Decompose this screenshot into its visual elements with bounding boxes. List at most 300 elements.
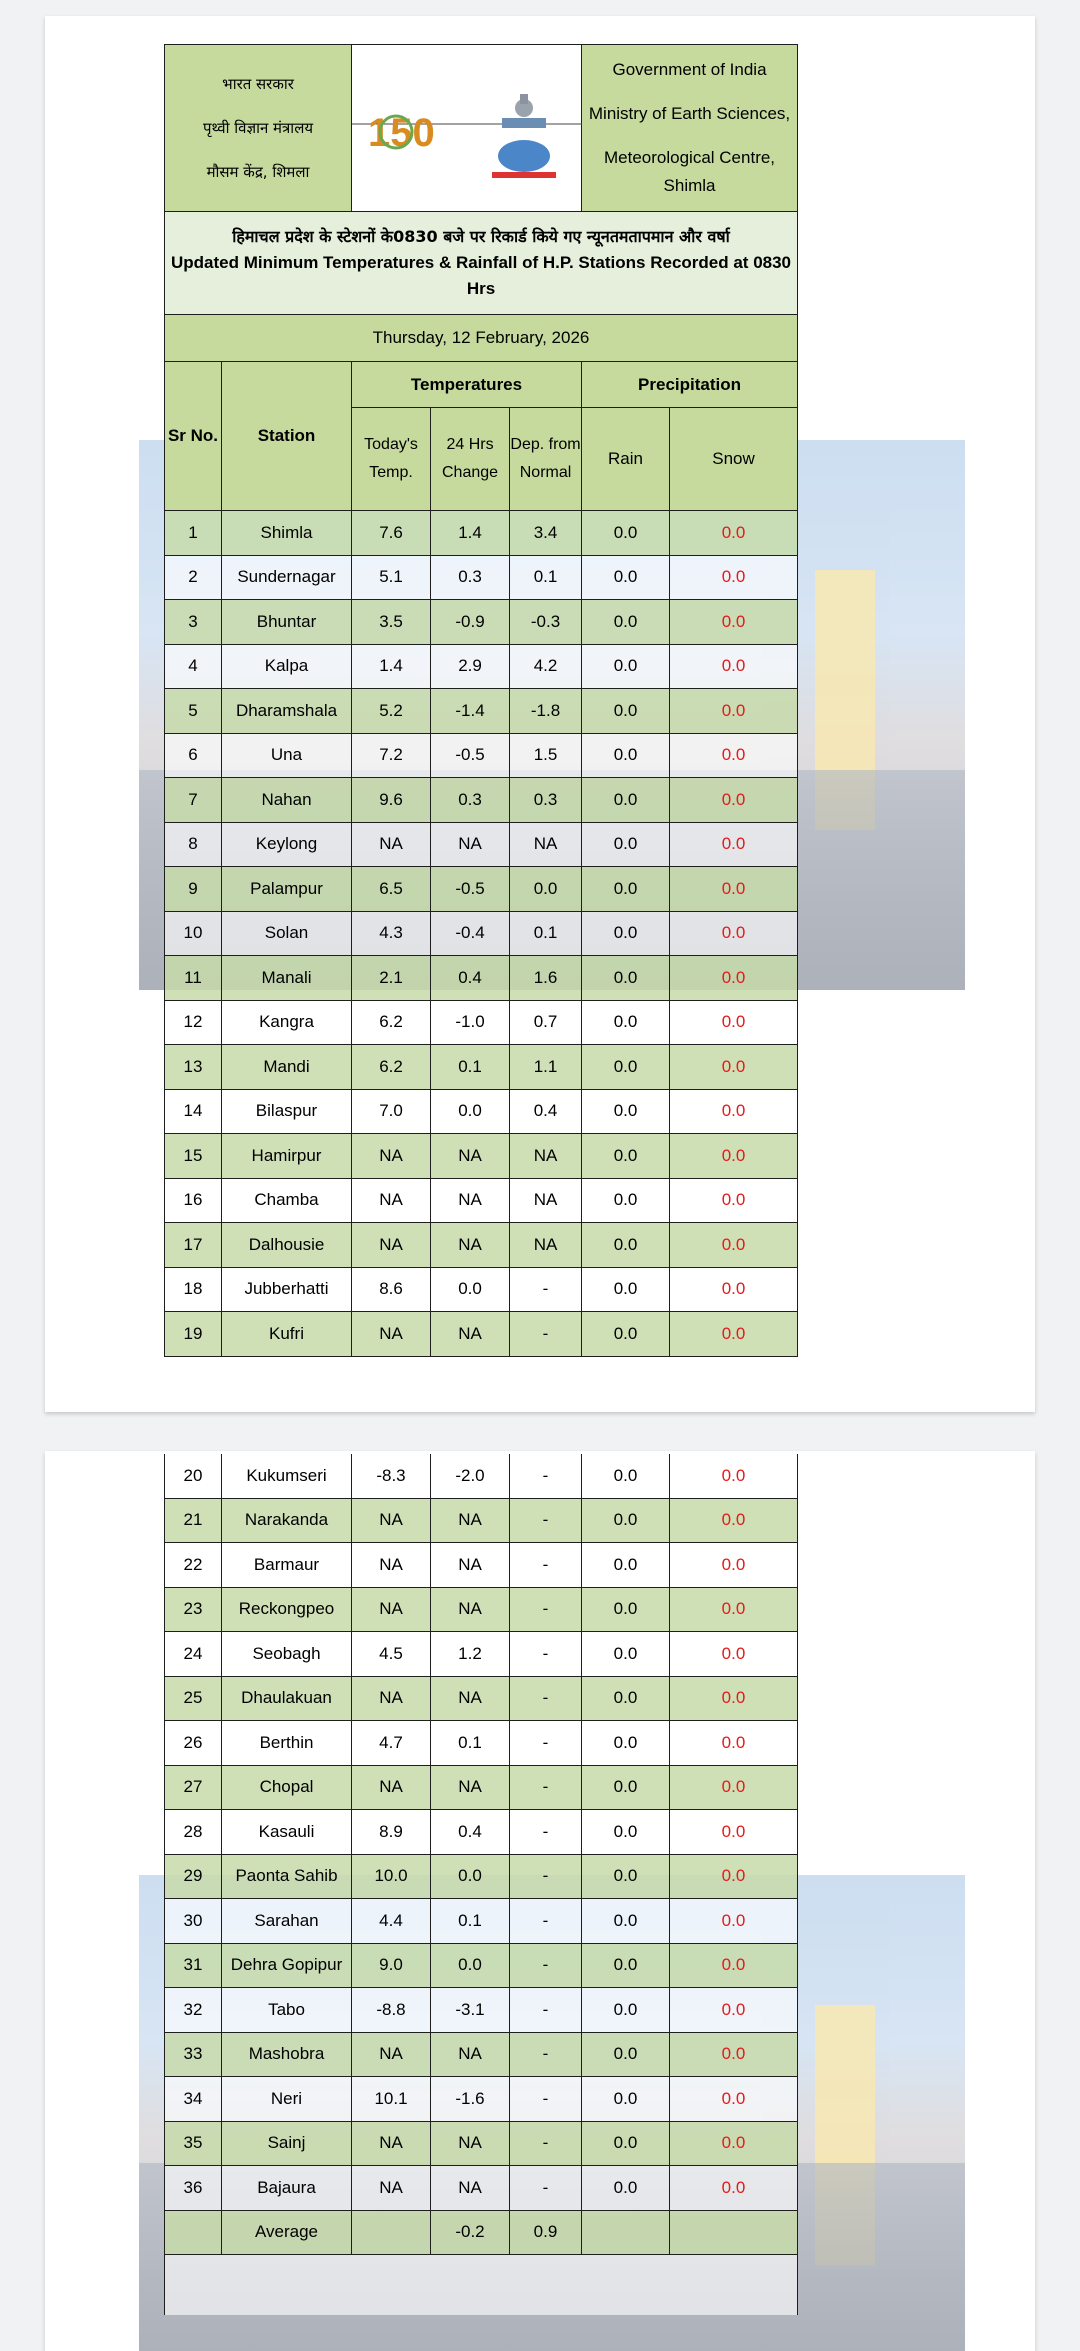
cell-dep-normal: - [510, 1676, 582, 1721]
cell-sr-no: 33 [165, 2032, 222, 2077]
cell-todays-temp: 9.0 [352, 1943, 431, 1988]
average-temp [352, 2210, 431, 2255]
cell-dep-normal: NA [510, 822, 582, 867]
cell-rain: 0.0 [582, 1765, 670, 1810]
cell-snow: 0.0 [670, 2121, 798, 2166]
cell-sr-no: 24 [165, 1632, 222, 1677]
cell-dep-normal: NA [510, 1223, 582, 1268]
cell-dep-normal: 4.2 [510, 644, 582, 689]
cell-station: Shimla [222, 511, 352, 556]
cell-dep-normal: 0.1 [510, 555, 582, 600]
col-rain: Rain [582, 408, 670, 511]
table-row [165, 1632, 798, 1677]
table-row [165, 1089, 798, 1134]
cell-rain: 0.0 [582, 1899, 670, 1944]
cell-change-24hrs: -0.5 [431, 733, 510, 778]
cell-sr-no: 20 [165, 1454, 222, 1498]
cell-sr-no: 19 [165, 1312, 222, 1357]
cell-change-24hrs: 0.0 [431, 1089, 510, 1134]
cell-todays-temp: 2.1 [352, 956, 431, 1001]
cell-todays-temp: 5.2 [352, 689, 431, 734]
cell-station: Chamba [222, 1178, 352, 1223]
imd-150-logo: 150 [368, 110, 435, 155]
cell-change-24hrs: -0.9 [431, 600, 510, 645]
imd-banner-icon [492, 172, 556, 178]
cell-change-24hrs: 0.0 [431, 1943, 510, 1988]
cell-change-24hrs: NA [431, 2121, 510, 2166]
cell-snow: 0.0 [670, 1089, 798, 1134]
cell-dep-normal: - [510, 2077, 582, 2122]
cell-snow: 0.0 [670, 1454, 798, 1498]
cell-snow: 0.0 [670, 1632, 798, 1677]
col-todays-temp: Today's Temp. [352, 408, 431, 511]
cell-station: Sarahan [222, 1899, 352, 1944]
cell-sr-no: 26 [165, 1721, 222, 1766]
cell-sr-no: 13 [165, 1045, 222, 1090]
cell-snow: 0.0 [670, 689, 798, 734]
cell-dep-normal: - [510, 1765, 582, 1810]
cell-dep-normal: NA [510, 1134, 582, 1179]
cell-station: Jubberhatti [222, 1267, 352, 1312]
cell-sr-no: 8 [165, 822, 222, 867]
cell-station: Reckongpeo [222, 1587, 352, 1632]
cell-snow: 0.0 [670, 1312, 798, 1357]
table-row [165, 1498, 798, 1543]
cell-dep-normal: 3.4 [510, 511, 582, 556]
cell-sr-no: 29 [165, 1854, 222, 1899]
cell-todays-temp: 6.5 [352, 867, 431, 912]
table-footer-space [165, 2255, 798, 2316]
cell-change-24hrs: 0.4 [431, 1810, 510, 1855]
cell-todays-temp: 8.9 [352, 1810, 431, 1855]
col-group-precipitation: Precipitation [582, 362, 798, 408]
table-row [165, 1134, 798, 1179]
cell-station: Berthin [222, 1721, 352, 1766]
cell-rain: 0.0 [582, 911, 670, 956]
cell-change-24hrs: NA [431, 822, 510, 867]
cell-dep-normal: 1.6 [510, 956, 582, 1001]
cell-station: Una [222, 733, 352, 778]
cell-station: Dhaulakuan [222, 1676, 352, 1721]
cell-dep-normal: - [510, 1721, 582, 1766]
cell-change-24hrs: 0.3 [431, 555, 510, 600]
cell-todays-temp: 1.4 [352, 644, 431, 689]
cell-rain: 0.0 [582, 1223, 670, 1268]
cell-sr-no: 22 [165, 1543, 222, 1588]
cell-rain: 0.0 [582, 1943, 670, 1988]
national-emblem-icon [502, 94, 546, 128]
table-row [165, 1312, 798, 1357]
cell-todays-temp: 7.2 [352, 733, 431, 778]
cell-sr-no: 11 [165, 956, 222, 1001]
cell-snow: 0.0 [670, 1498, 798, 1543]
table-row [165, 1543, 798, 1588]
cell-sr-no: 16 [165, 1178, 222, 1223]
cell-station: Palampur [222, 867, 352, 912]
cell-station: Hamirpur [222, 1134, 352, 1179]
cell-snow: 0.0 [670, 1676, 798, 1721]
cell-dep-normal: - [510, 1854, 582, 1899]
cell-snow: 0.0 [670, 2032, 798, 2077]
cell-todays-temp: 4.5 [352, 1632, 431, 1677]
cell-todays-temp: 6.2 [352, 1000, 431, 1045]
table-row [165, 911, 798, 956]
cell-rain: 0.0 [582, 1178, 670, 1223]
cell-station: Seobagh [222, 1632, 352, 1677]
cell-sr-no: 27 [165, 1765, 222, 1810]
cell-sr-no: 5 [165, 689, 222, 734]
table-row [165, 1045, 798, 1090]
table-row [165, 2032, 798, 2077]
logo-area [352, 45, 582, 212]
cell-dep-normal: -0.3 [510, 600, 582, 645]
cell-snow: 0.0 [670, 1899, 798, 1944]
cell-rain: 0.0 [582, 511, 670, 556]
cell-snow: 0.0 [670, 1810, 798, 1855]
cell-change-24hrs: 0.1 [431, 1899, 510, 1944]
table-row [165, 1676, 798, 1721]
col-station: Station [222, 362, 352, 511]
cell-station: Solan [222, 911, 352, 956]
cell-dep-normal: NA [510, 1178, 582, 1223]
cell-station: Neri [222, 2077, 352, 2122]
cell-sr-no: 14 [165, 1089, 222, 1134]
cell-sr-no: 6 [165, 733, 222, 778]
cell-dep-normal: - [510, 1498, 582, 1543]
cell-station: Dharamshala [222, 689, 352, 734]
cell-todays-temp: 4.3 [352, 911, 431, 956]
cell-snow: 0.0 [670, 511, 798, 556]
cell-station: Bajaura [222, 2166, 352, 2211]
cell-sr-no: 32 [165, 1988, 222, 2033]
cell-snow: 0.0 [670, 1721, 798, 1766]
cell-station: Chopal [222, 1765, 352, 1810]
cell-snow: 0.0 [670, 1587, 798, 1632]
average-label: Average [222, 2210, 352, 2255]
cell-snow: 0.0 [670, 1943, 798, 1988]
cell-sr-no: 18 [165, 1267, 222, 1312]
average-rain [582, 2210, 670, 2255]
cell-todays-temp: NA [352, 2121, 431, 2166]
english-org-block [582, 45, 798, 212]
english-line-2: Ministry of Earth Sciences, [588, 104, 791, 123]
table-row [165, 1943, 798, 1988]
cell-change-24hrs: 1.4 [431, 511, 510, 556]
cell-dep-normal: 0.4 [510, 1089, 582, 1134]
cell-snow: 0.0 [670, 911, 798, 956]
table-row [165, 956, 798, 1001]
cell-rain: 0.0 [582, 867, 670, 912]
cell-rain: 0.0 [582, 2077, 670, 2122]
cell-change-24hrs: NA [431, 1543, 510, 1588]
cell-todays-temp: 6.2 [352, 1045, 431, 1090]
cell-todays-temp: 3.5 [352, 600, 431, 645]
cell-todays-temp: NA [352, 1134, 431, 1179]
temperature-table-page-2 [164, 1454, 798, 2315]
cell-sr-no: 28 [165, 1810, 222, 1855]
report-date: Thursday, 12 February, 2026 [165, 315, 798, 362]
table-row [165, 733, 798, 778]
cell-dep-normal: - [510, 1810, 582, 1855]
cell-station: Dehra Gopipur [222, 1943, 352, 1988]
title-english: Updated Minimum Temperatures & Rainfall of H.P. Stations Recorded at 0830 Hrs [171, 253, 792, 298]
cell-station: Manali [222, 956, 352, 1001]
cell-snow: 0.0 [670, 1854, 798, 1899]
cell-snow: 0.0 [670, 1223, 798, 1268]
cell-sr-no: 10 [165, 911, 222, 956]
cell-rain: 0.0 [582, 644, 670, 689]
cell-sr-no: 25 [165, 1676, 222, 1721]
cell-rain: 0.0 [582, 1632, 670, 1677]
cell-dep-normal: - [510, 1543, 582, 1588]
cell-todays-temp: 10.0 [352, 1854, 431, 1899]
cell-dep-normal: - [510, 1267, 582, 1312]
rows-page-2 [165, 1454, 798, 2210]
cell-rain: 0.0 [582, 778, 670, 823]
cell-change-24hrs: 0.1 [431, 1721, 510, 1766]
cell-sr-no: 23 [165, 1587, 222, 1632]
cell-rain: 0.0 [582, 1312, 670, 1357]
cell-sr-no: 21 [165, 1498, 222, 1543]
cell-station: Paonta Sahib [222, 1854, 352, 1899]
cell-station: Kukumseri [222, 1454, 352, 1498]
cell-rain: 0.0 [582, 1045, 670, 1090]
cell-rain: 0.0 [582, 1089, 670, 1134]
table-row [165, 555, 798, 600]
cell-snow: 0.0 [670, 644, 798, 689]
cell-rain: 0.0 [582, 822, 670, 867]
cell-station: Mashobra [222, 2032, 352, 2077]
cell-todays-temp: -8.3 [352, 1454, 431, 1498]
table-row [165, 1587, 798, 1632]
cell-dep-normal: - [510, 1899, 582, 1944]
table-row [165, 1721, 798, 1766]
average-snow [670, 2210, 798, 2255]
cell-dep-normal: - [510, 1943, 582, 1988]
cell-station: Mandi [222, 1045, 352, 1090]
cell-change-24hrs: NA [431, 2032, 510, 2077]
cell-change-24hrs: -1.4 [431, 689, 510, 734]
cell-snow: 0.0 [670, 1000, 798, 1045]
cell-station: Bhuntar [222, 600, 352, 645]
table-row [165, 778, 798, 823]
table-row [165, 689, 798, 734]
cell-rain: 0.0 [582, 2166, 670, 2211]
col-group-temperatures: Temperatures [352, 362, 582, 408]
cell-snow: 0.0 [670, 867, 798, 912]
cell-change-24hrs: NA [431, 1765, 510, 1810]
cell-change-24hrs: -0.5 [431, 867, 510, 912]
cell-todays-temp: NA [352, 1223, 431, 1268]
cell-station: Kufri [222, 1312, 352, 1357]
cell-rain: 0.0 [582, 1721, 670, 1766]
cell-dep-normal: -1.8 [510, 689, 582, 734]
cell-dep-normal: 0.1 [510, 911, 582, 956]
table-row [165, 1854, 798, 1899]
cell-snow: 0.0 [670, 2166, 798, 2211]
cell-dep-normal: 0.7 [510, 1000, 582, 1045]
english-line-3: Meteorological Centre, Shimla [604, 148, 776, 195]
cell-snow: 0.0 [670, 555, 798, 600]
logos-graphic [352, 46, 582, 206]
cell-sr-no: 3 [165, 600, 222, 645]
cell-rain: 0.0 [582, 733, 670, 778]
cell-rain: 0.0 [582, 1134, 670, 1179]
cell-change-24hrs: NA [431, 1498, 510, 1543]
cell-station: Dalhousie [222, 1223, 352, 1268]
cell-dep-normal: - [510, 1312, 582, 1357]
cell-station: Kasauli [222, 1810, 352, 1855]
table-row [165, 2166, 798, 2211]
cell-dep-normal: - [510, 2121, 582, 2166]
cell-change-24hrs: 0.3 [431, 778, 510, 823]
average-dep: 0.9 [510, 2210, 582, 2255]
cell-todays-temp: NA [352, 2166, 431, 2211]
cell-snow: 0.0 [670, 822, 798, 867]
globe-icon [498, 140, 550, 172]
cell-rain: 0.0 [582, 1543, 670, 1588]
cell-sr-no: 4 [165, 644, 222, 689]
cell-dep-normal: 1.1 [510, 1045, 582, 1090]
cell-sr-no: 31 [165, 1943, 222, 1988]
hindi-line-1: भारत सरकार [222, 75, 294, 93]
cell-todays-temp: 7.0 [352, 1089, 431, 1134]
table-row [165, 600, 798, 645]
cell-rain: 0.0 [582, 1498, 670, 1543]
cell-change-24hrs: 0.4 [431, 956, 510, 1001]
hindi-org-block [165, 45, 352, 212]
cell-snow: 0.0 [670, 1765, 798, 1810]
cell-change-24hrs: NA [431, 1223, 510, 1268]
table-row [165, 1810, 798, 1855]
table-row [165, 822, 798, 867]
col-snow: Snow [670, 408, 798, 511]
cell-rain: 0.0 [582, 555, 670, 600]
table-row [165, 1988, 798, 2033]
cell-todays-temp: NA [352, 1312, 431, 1357]
cell-todays-temp: 9.6 [352, 778, 431, 823]
cell-rain: 0.0 [582, 1000, 670, 1045]
cell-sr-no: 34 [165, 2077, 222, 2122]
table-row [165, 867, 798, 912]
cell-change-24hrs: -1.6 [431, 2077, 510, 2122]
table-row [165, 2077, 798, 2122]
average-change: -0.2 [431, 2210, 510, 2255]
cell-station: Sainj [222, 2121, 352, 2166]
cell-sr-no: 30 [165, 1899, 222, 1944]
cell-todays-temp: NA [352, 822, 431, 867]
cell-dep-normal: - [510, 2032, 582, 2077]
col-24hrs-change: 24 Hrs Change [431, 408, 510, 511]
cell-change-24hrs: 0.1 [431, 1045, 510, 1090]
cell-change-24hrs: NA [431, 1134, 510, 1179]
cell-todays-temp: NA [352, 1178, 431, 1223]
cell-rain: 0.0 [582, 1810, 670, 1855]
cell-sr-no: 17 [165, 1223, 222, 1268]
cell-todays-temp: -8.8 [352, 1988, 431, 2033]
cell-todays-temp: NA [352, 1498, 431, 1543]
cell-snow: 0.0 [670, 1988, 798, 2033]
cell-rain: 0.0 [582, 1676, 670, 1721]
cell-sr-no: 12 [165, 1000, 222, 1045]
cell-todays-temp: 10.1 [352, 2077, 431, 2122]
cell-sr-no: 35 [165, 2121, 222, 2166]
cell-dep-normal: - [510, 1632, 582, 1677]
table-row [165, 644, 798, 689]
cell-change-24hrs: NA [431, 1676, 510, 1721]
cell-station: Kalpa [222, 644, 352, 689]
cell-sr-no: 7 [165, 778, 222, 823]
cell-todays-temp: NA [352, 1765, 431, 1810]
cell-rain: 0.0 [582, 956, 670, 1001]
cell-station: Bilaspur [222, 1089, 352, 1134]
rows-page-1 [165, 511, 798, 1357]
cell-station: Barmaur [222, 1543, 352, 1588]
english-line-1: Government of India [612, 60, 767, 79]
hindi-line-2: पृथ्वी विज्ञान मंत्रालय [202, 119, 314, 137]
cell-dep-normal: 0.3 [510, 778, 582, 823]
cell-station: Sundernagar [222, 555, 352, 600]
table-row [165, 1000, 798, 1045]
report-title [165, 212, 798, 315]
cell-change-24hrs: 0.0 [431, 1267, 510, 1312]
cell-snow: 0.0 [670, 1045, 798, 1090]
cell-todays-temp: NA [352, 1676, 431, 1721]
cell-station: Nahan [222, 778, 352, 823]
cell-rain: 0.0 [582, 1587, 670, 1632]
cell-change-24hrs: NA [431, 1587, 510, 1632]
cell-change-24hrs: 0.0 [431, 1854, 510, 1899]
cell-dep-normal: - [510, 1587, 582, 1632]
cell-station: Narakanda [222, 1498, 352, 1543]
cell-change-24hrs: -1.0 [431, 1000, 510, 1045]
cell-change-24hrs: NA [431, 1312, 510, 1357]
cell-rain: 0.0 [582, 600, 670, 645]
table-row [165, 1899, 798, 1944]
cell-snow: 0.0 [670, 1134, 798, 1179]
table-row [165, 511, 798, 556]
table-row [165, 1765, 798, 1810]
cell-change-24hrs: -0.4 [431, 911, 510, 956]
cell-snow: 0.0 [670, 1178, 798, 1223]
cell-change-24hrs: 1.2 [431, 1632, 510, 1677]
cell-change-24hrs: NA [431, 1178, 510, 1223]
cell-sr-no: 36 [165, 2166, 222, 2211]
cell-change-24hrs: -2.0 [431, 1454, 510, 1498]
cell-station: Kangra [222, 1000, 352, 1045]
cell-todays-temp: NA [352, 2032, 431, 2077]
cell-todays-temp: 5.1 [352, 555, 431, 600]
cell-station: Tabo [222, 1988, 352, 2033]
cell-sr-no: 1 [165, 511, 222, 556]
cell-snow: 0.0 [670, 600, 798, 645]
cell-snow: 0.0 [670, 2077, 798, 2122]
cell-dep-normal: - [510, 1454, 582, 1498]
hindi-line-3: मौसम केंद्र, शिमला [206, 163, 310, 181]
cell-snow: 0.0 [670, 778, 798, 823]
average-sr [165, 2210, 222, 2255]
cell-dep-normal: - [510, 1988, 582, 2033]
cell-sr-no: 15 [165, 1134, 222, 1179]
cell-todays-temp: 4.7 [352, 1721, 431, 1766]
cell-sr-no: 9 [165, 867, 222, 912]
cell-rain: 0.0 [582, 1988, 670, 2033]
table-row [165, 1454, 798, 1498]
cell-todays-temp: 8.6 [352, 1267, 431, 1312]
cell-rain: 0.0 [582, 1854, 670, 1899]
cell-rain: 0.0 [582, 689, 670, 734]
table-row [165, 1267, 798, 1312]
